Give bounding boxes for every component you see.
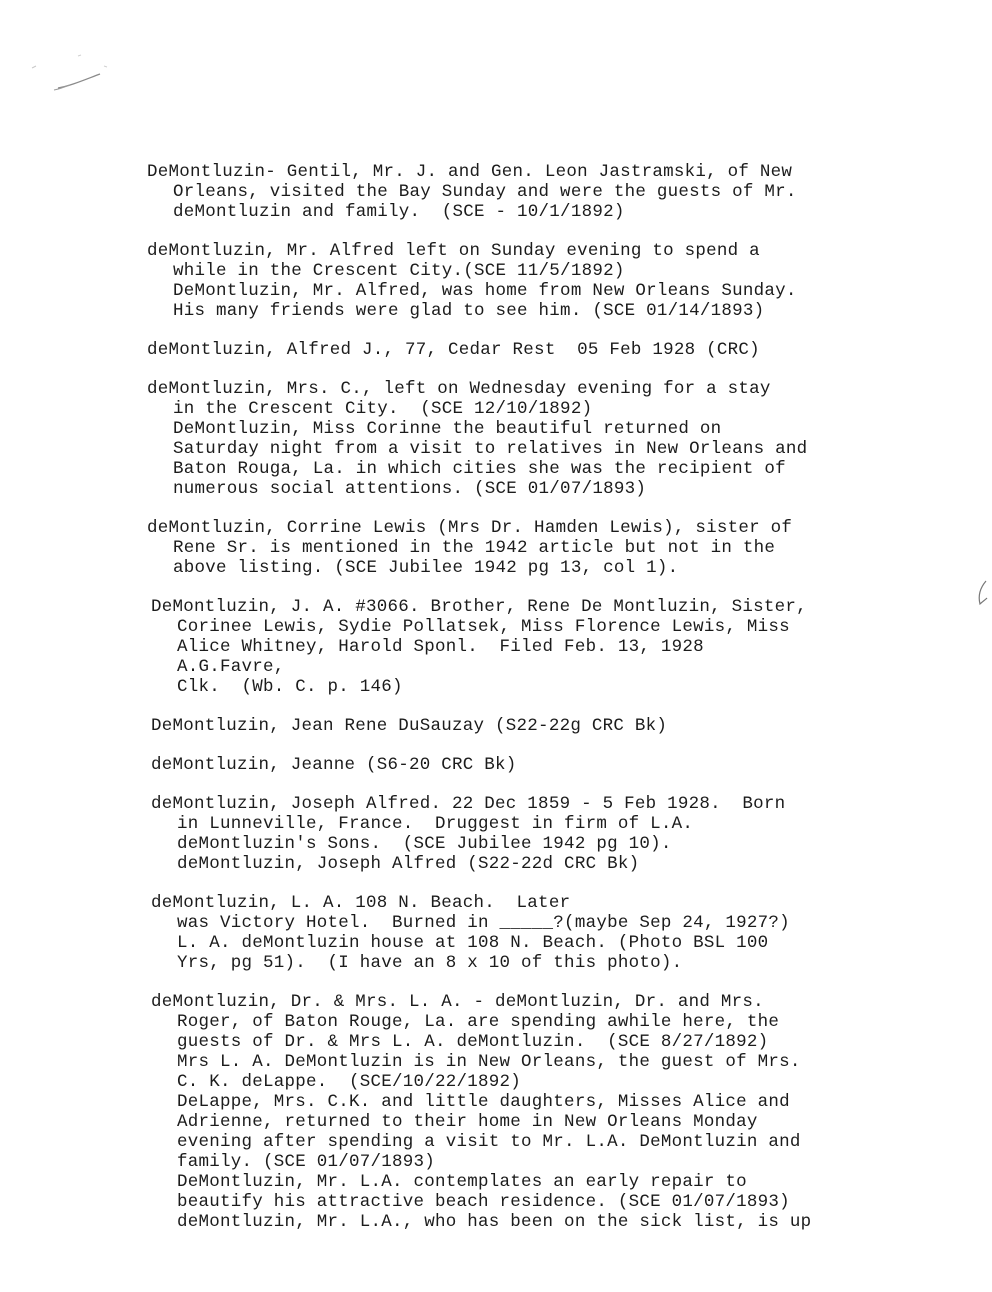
entry-line: DeMontluzin, Jean Rene DuSauzay (S22-22g CRC Bk) — [151, 716, 668, 736]
entry-line: deMontluzin, Mrs. C., left on Wednesday evening for a stay — [147, 379, 771, 399]
entry-jean-rene — [147, 716, 927, 736]
entry-line: A.G.Favre, — [177, 657, 285, 677]
entry-alfred — [147, 241, 927, 321]
entry-line: family. (SCE 01/07/1893) — [177, 1152, 436, 1172]
entry-line: Saturday night from a visit to relatives in New Orleans and — [173, 439, 808, 459]
entry-mrs-c — [147, 379, 927, 499]
entry-jeanne — [147, 755, 927, 775]
document-body — [147, 162, 927, 1251]
entry-line: in Lunneville, France. Druggest in firm of L.A. — [177, 814, 694, 834]
entry-corrine-lewis — [147, 518, 927, 578]
entry-dr-mrs-l-a — [147, 992, 927, 1232]
entry-line: evening after spending a visit to Mr. L.A. DeMontluzin and — [177, 1132, 801, 1152]
entry-line: His many friends were glad to see him. (SCE 01/14/1893) — [173, 301, 765, 321]
entry-line: DeLappe, Mrs. C.K. and little daughters, Misses Alice and — [177, 1092, 790, 1112]
entry-line: DeMontluzin, J. A. #3066. Brother, Rene De Montluzin, Sister, — [151, 597, 807, 617]
entry-line: deMontluzin, Joseph Alfred (S22-22d CRC Bk) — [177, 854, 640, 874]
entry-line: deMontluzin, Dr. & Mrs. L. A. - deMontluzin, Dr. and Mrs. — [151, 992, 764, 1012]
entry-alfred-j — [147, 340, 927, 360]
entry-j-a-3066 — [147, 597, 927, 697]
entry-line: DeMontluzin- Gentil, Mr. J. and Gen. Leon Jastramski, of New — [147, 162, 793, 182]
entry-joseph-alfred — [147, 794, 927, 874]
entry-line: deMontluzin, L. A. 108 N. Beach. Later — [151, 893, 571, 913]
entry-line: deMontluzin, Joseph Alfred. 22 Dec 1859 - 5 Feb 1928. Born — [151, 794, 786, 814]
entry-line: Yrs, pg 51). (I have an 8 x 10 of this photo). — [177, 953, 683, 973]
entry-line: deMontluzin, Mr. L.A., who has been on the sick list, is up — [177, 1212, 812, 1232]
entry-line: Rene Sr. is mentioned in the 1942 article but not in the — [173, 538, 776, 558]
entry-line: Baton Rouga, La. in which cities she was the recipient of — [173, 459, 786, 479]
entry-line: deMontluzin, Jeanne (S6-20 CRC Bk) — [151, 755, 517, 775]
margin-pencil-mark — [976, 578, 990, 608]
entry-line: while in the Crescent City.(SCE 11/5/1892) — [173, 261, 625, 281]
entry-line: Roger, of Baton Rouge, La. are spending awhile here, the — [177, 1012, 780, 1032]
entry-line: Corinee Lewis, Sydie Pollatsek, Miss Florence Lewis, Miss — [177, 617, 790, 637]
entry-line: L. A. deMontluzin house at 108 N. Beach. (Photo BSL 100 — [177, 933, 769, 953]
entry-line: numerous social attentions. (SCE 01/07/1893) — [173, 479, 647, 499]
entry-gentil — [147, 162, 927, 222]
entry-line: deMontluzin and family. (SCE - 10/1/1892) — [173, 202, 625, 222]
entry-line: DeMontluzin, Miss Corinne the beautiful returned on — [173, 419, 722, 439]
entry-line: above listing. (SCE Jubilee 1942 pg 13, col 1). — [173, 558, 679, 578]
entry-line: guests of Dr. & Mrs L. A. deMontluzin. (SCE 8/27/1892) — [177, 1032, 769, 1052]
entry-line: deMontluzin, Mr. Alfred left on Sunday evening to spend a — [147, 241, 760, 261]
entry-line: deMontluzin, Corrine Lewis (Mrs Dr. Hamden Lewis), sister of — [147, 518, 793, 538]
entry-line: deMontluzin, Alfred J., 77, Cedar Rest 05 Feb 1928 (CRC) — [147, 340, 760, 360]
pencil-scribble-mark — [18, 48, 118, 108]
entry-line: DeMontluzin, Mr. Alfred, was home from New Orleans Sunday. — [173, 281, 797, 301]
entry-line: in the Crescent City. (SCE 12/10/1892) — [173, 399, 593, 419]
entry-line: was Victory Hotel. Burned in _____?(maybe Sep 24, 1927?) — [177, 913, 790, 933]
entry-line: Orleans, visited the Bay Sunday and were the guests of Mr. — [173, 182, 797, 202]
entry-line: Mrs L. A. DeMontluzin is in New Orleans, the guest of Mrs. — [177, 1052, 801, 1072]
entry-line: Alice Whitney, Harold Sponl. Filed Feb. 13, 1928 — [177, 637, 704, 657]
entry-line: deMontluzin's Sons. (SCE Jubilee 1942 pg 10). — [177, 834, 672, 854]
entry-line: Clk. (Wb. C. p. 146) — [177, 677, 403, 697]
entry-line: beautify his attractive beach residence. (SCE 01/07/1893) — [177, 1192, 790, 1212]
entry-line: Adrienne, returned to their home in New Orleans Monday — [177, 1112, 758, 1132]
entry-line: DeMontluzin, Mr. L.A. contemplates an early repair to — [177, 1172, 747, 1192]
entry-line: C. K. deLappe. (SCE/10/22/1892) — [177, 1072, 522, 1092]
entry-l-a-beach — [147, 893, 927, 973]
